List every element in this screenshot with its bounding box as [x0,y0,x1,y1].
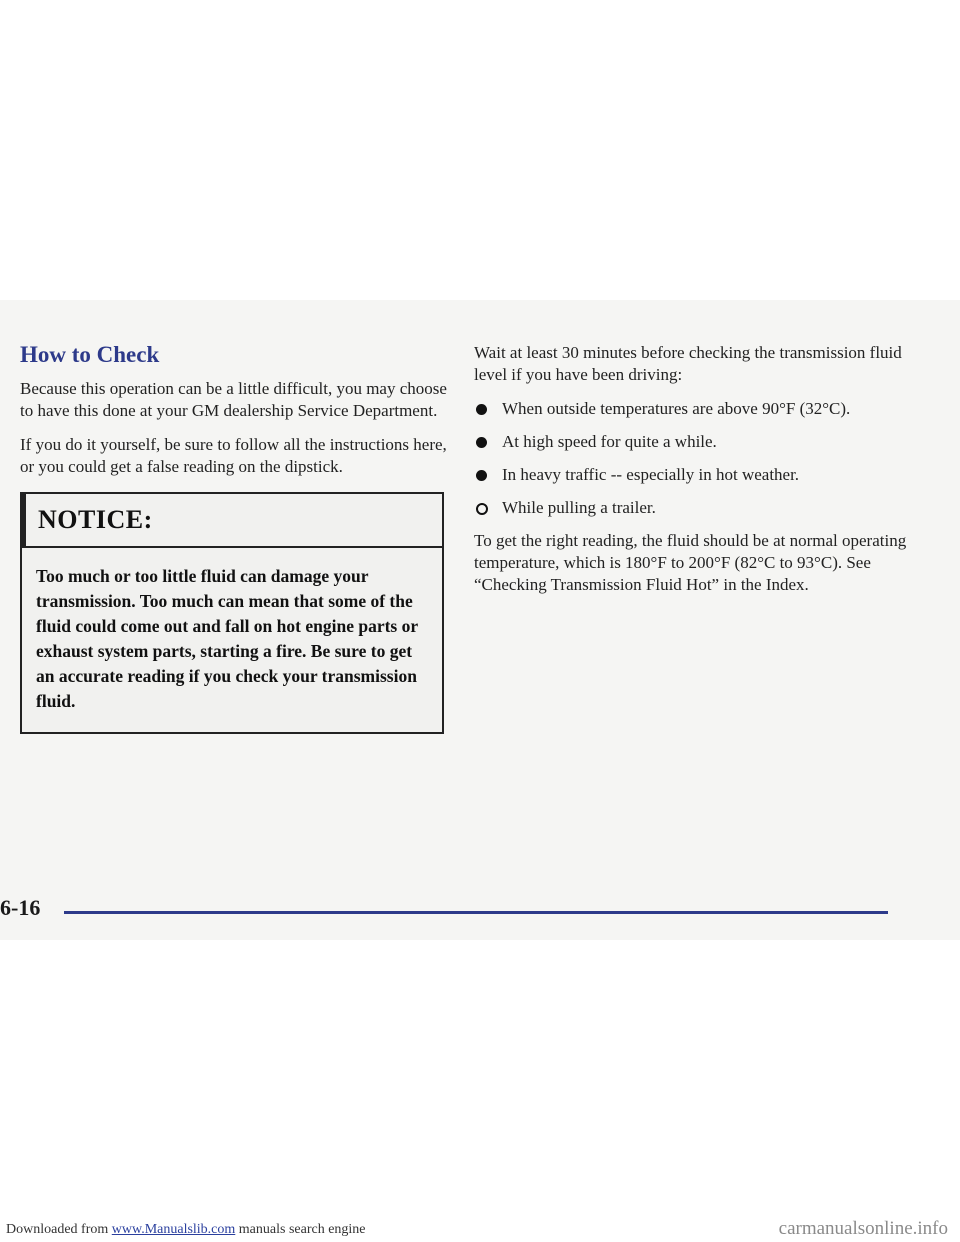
section-title: How to Check [20,342,160,367]
bullet-icon [476,404,487,415]
download-notice [6,1222,366,1238]
list-item-text: In heavy traffic -- especially in hot weather. [502,465,800,484]
list-item [474,464,914,486]
bullet-icon [476,503,488,515]
closing-paragraph: To get the right reading, the fluid should be at normal operating temperature, which is 180°F to 200°F (82°C to 93°C). See “Checking Transmission Fluid Hot” in the Index. [474,531,907,594]
notice-title: NOTICE: [38,505,153,534]
notice-box [20,492,444,734]
footer-rule [64,911,888,914]
wait-paragraph: Wait at least 30 minutes before checking the transmission fluid level if you have been driving: [474,343,902,384]
intro-paragraph: Because this operation can be a little difficult, you may choose to have this done at your GM dealership Service Department. [20,379,447,420]
download-bar [0,1218,960,1242]
left-column [20,342,448,734]
notice-header [22,494,442,548]
manualslib-link[interactable]: www.Manualslib.com [111,1222,236,1237]
page-number: 6-16 [0,895,41,920]
instructions-paragraph: If you do it yourself, be sure to follow all the instructions here, or you could get a false reading on the dipstick. [20,435,447,476]
page-footer [0,895,960,935]
notice-body: Too much or too little fluid can damage your transmission. Too much can mean that some of the fluid could come out and fall on hot engine parts or exhaust system parts, starting a fire. Be sure to get an accurate reading if you check your transmission fluid. [36,566,418,711]
list-item-text: While pulling a trailer. [502,498,656,517]
list-item [474,431,914,453]
list-item-text: At high speed for quite a while. [502,432,717,451]
bullet-icon [476,470,487,481]
bullet-icon [476,437,487,448]
right-column [474,342,914,608]
watermark-text: carmanualsonline.info [778,1218,948,1239]
list-item-text: When outside temperatures are above 90°F (32°C). [502,399,851,418]
list-item [474,497,914,519]
list-item [474,398,914,420]
notice-marker [22,494,26,546]
download-prefix: Downloaded from [6,1222,112,1237]
condition-list [474,398,914,519]
download-suffix: manuals search engine [235,1222,366,1237]
